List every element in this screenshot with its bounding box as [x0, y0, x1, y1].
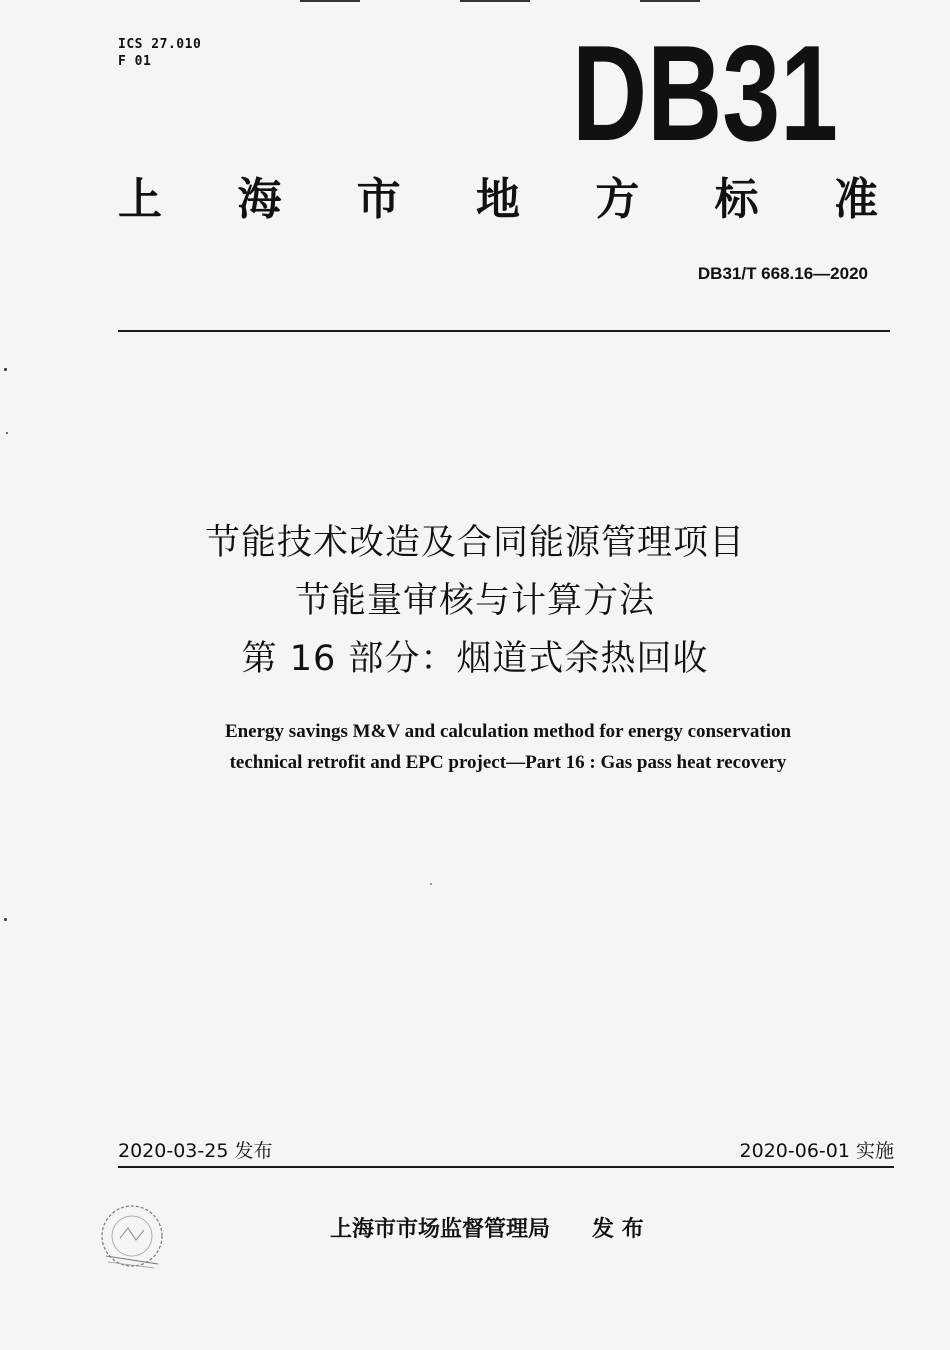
title-line-2: 节能量审核与计算方法 [294, 581, 655, 621]
header-divider [118, 330, 890, 332]
date-row [118, 1136, 894, 1163]
footer-divider [118, 1166, 894, 1168]
scan-artifact [430, 883, 432, 885]
category-char: 上 [118, 174, 162, 225]
db31-logo [572, 17, 840, 169]
logo-text: DB31 [572, 17, 838, 169]
category-char: 标 [714, 174, 759, 225]
ics-code: ICS 27.010 [118, 37, 202, 52]
title-line-1: 节能技术改造及合同能源管理项目 [204, 523, 745, 563]
scan-artifact [300, 0, 360, 2]
issuing-authority [330, 1212, 644, 1243]
scan-artifact [4, 368, 7, 371]
ccs-code: F 01 [118, 54, 152, 69]
chinese-title [80, 514, 870, 688]
category-char: 地 [475, 174, 520, 225]
standard-number: DB31/T 668.16—2020 [697, 264, 868, 283]
english-title [120, 716, 896, 778]
category-char: 方 [595, 174, 640, 225]
local-standard-title [118, 172, 878, 228]
issue-date: 2020-03-25 发布 [118, 1140, 273, 1162]
category-char: 市 [356, 174, 401, 225]
classification-codes [118, 36, 201, 70]
title-line-3: 第 16 部分：烟道式余热回收 [241, 639, 709, 679]
english-title-line-1: Energy savings M&V and calculation method for energy conservation [224, 721, 792, 742]
scan-artifact [460, 0, 530, 2]
category-char: 准 [833, 174, 878, 225]
scan-artifact [6, 432, 8, 434]
scan-artifact [4, 918, 7, 921]
issuer-name: 上海市市场监督管理局 [330, 1217, 551, 1242]
scan-artifact [640, 0, 700, 2]
effective-date: 2020-06-01 实施 [739, 1140, 894, 1162]
english-title-line-2: technical retrofit and EPC project—Part 16 : Gas pass heat recovery [229, 752, 787, 773]
category-char: 海 [237, 174, 282, 225]
issue-action: 发 布 [592, 1217, 644, 1242]
stamp-icon [92, 1198, 172, 1278]
